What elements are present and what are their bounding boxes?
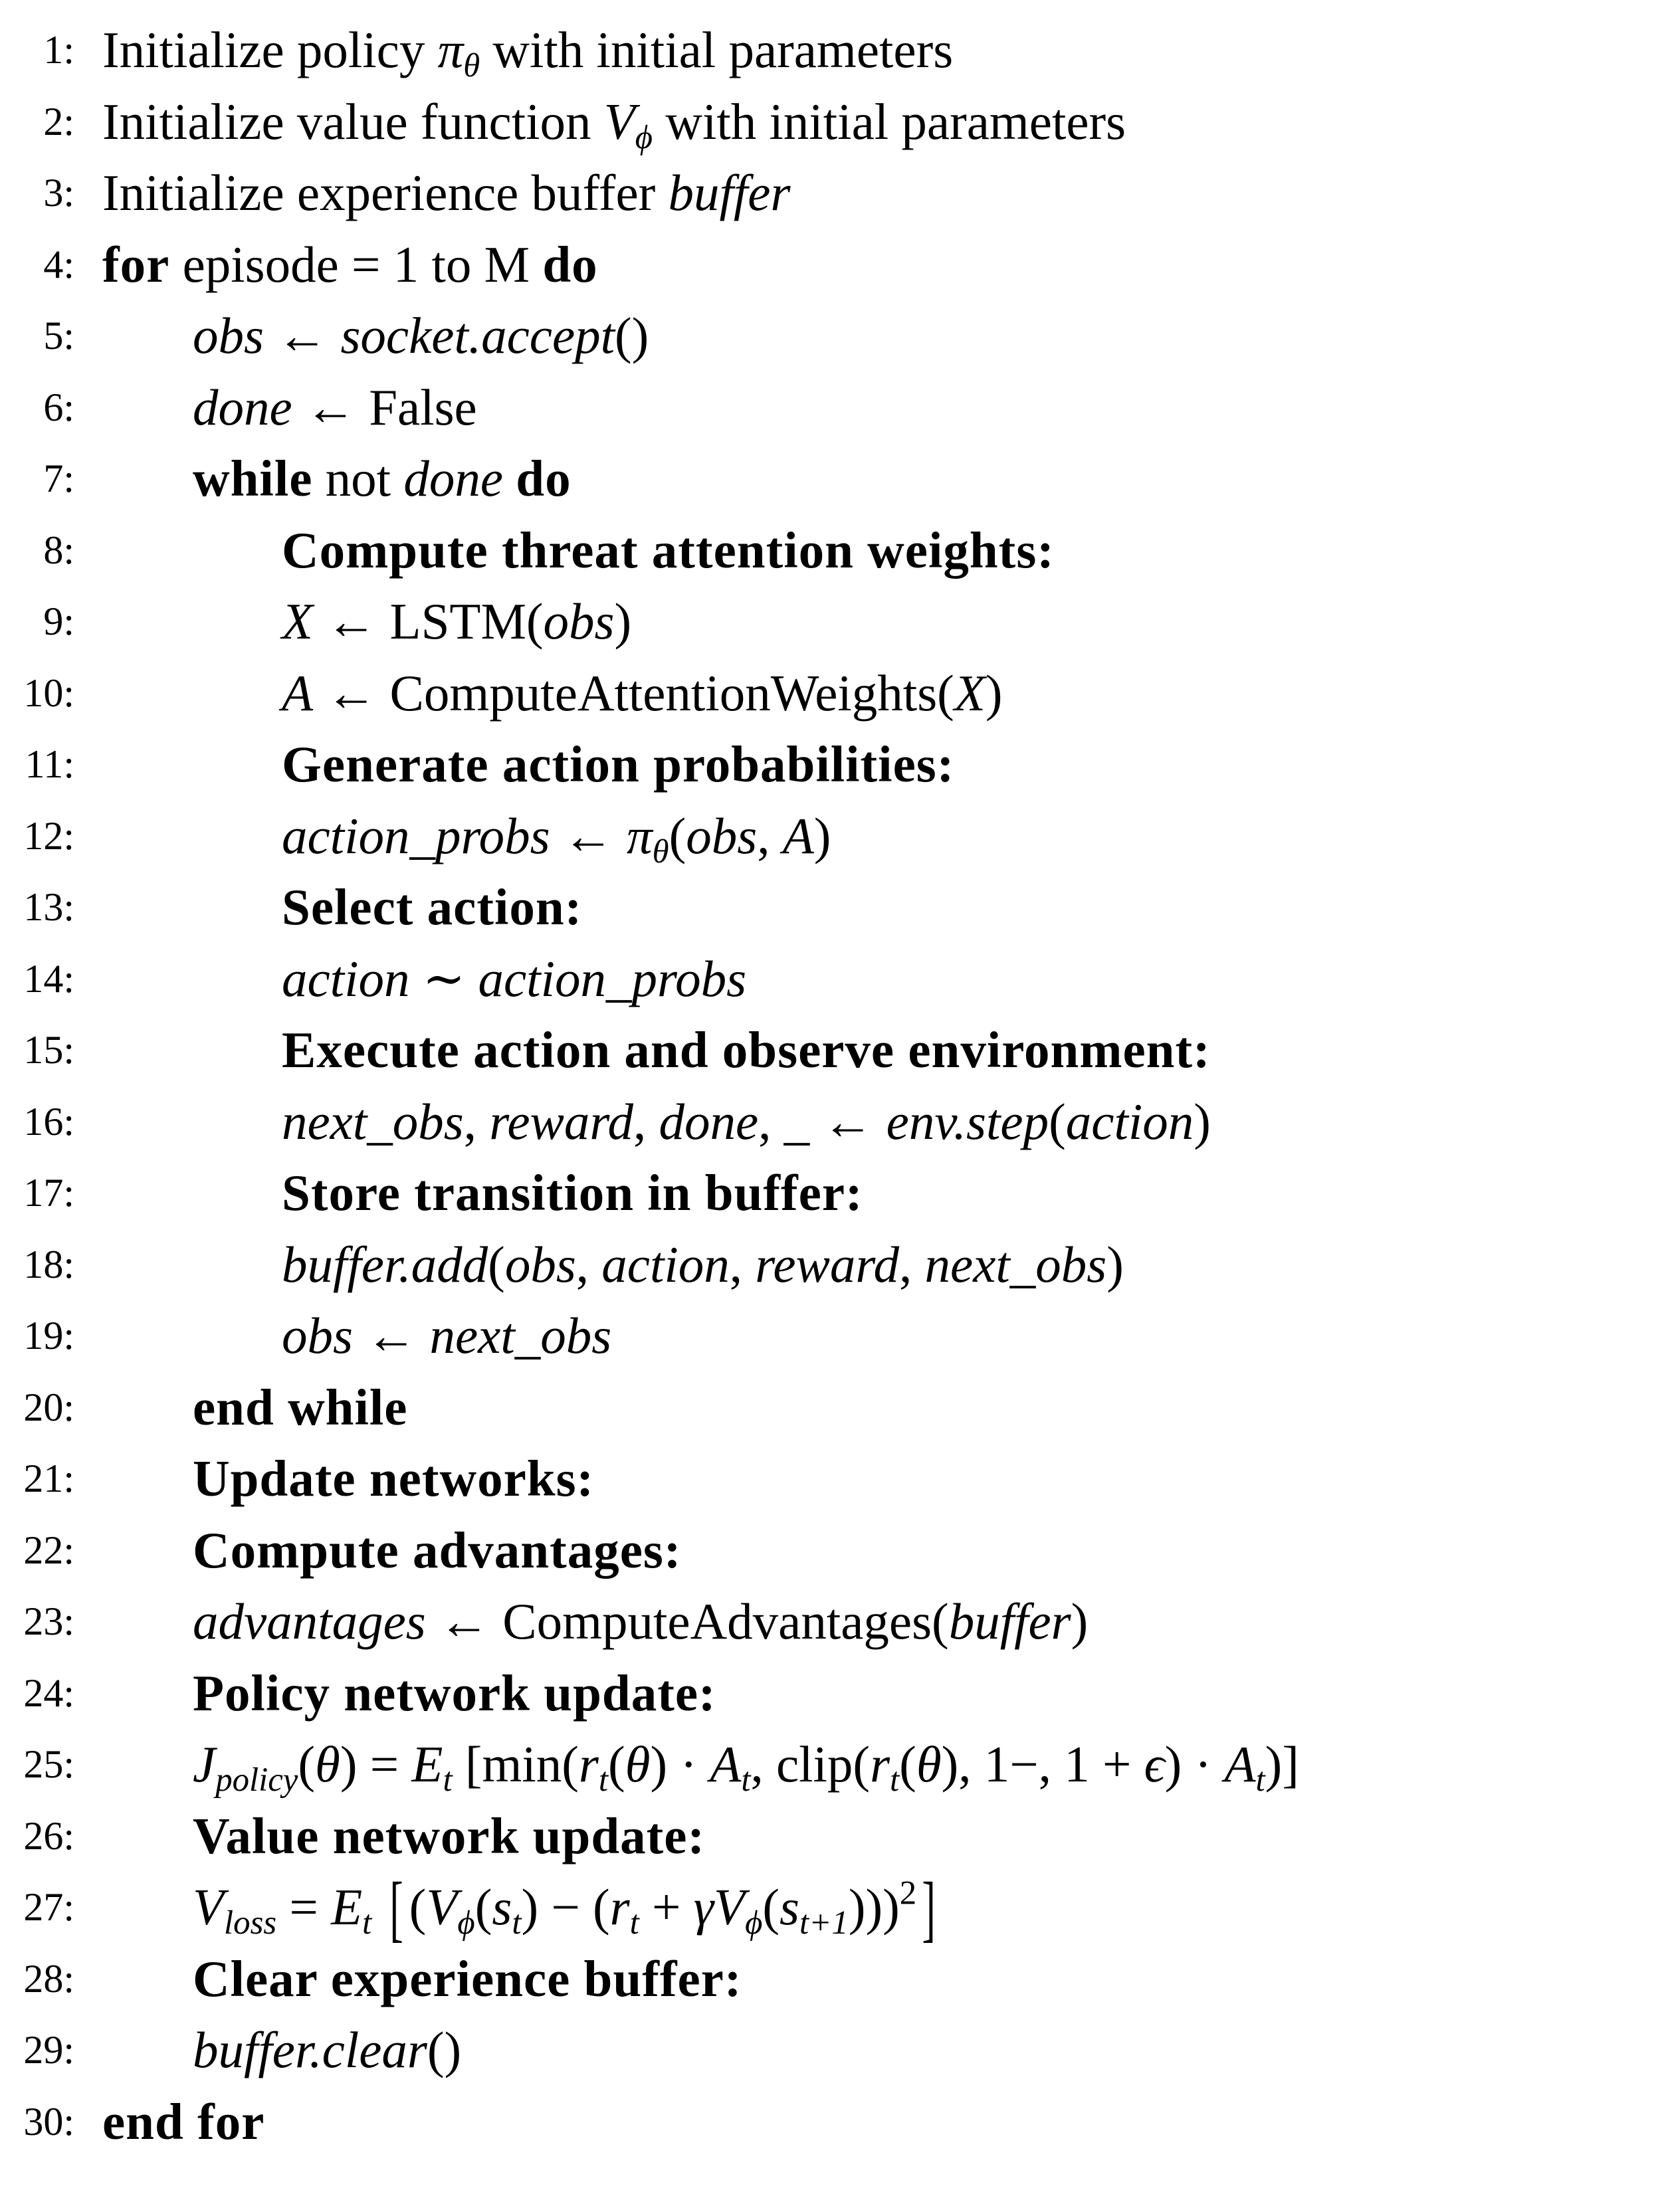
line-code <box>102 15 953 86</box>
code-subscript: t <box>1255 1761 1265 1799</box>
algorithm-line <box>0 1300 1668 1372</box>
code-superscript: 2 <box>899 1874 917 1912</box>
line-code <box>282 1086 1211 1158</box>
code-math: done <box>659 1092 759 1150</box>
code-subscript: t <box>598 1761 608 1799</box>
code-subscript: ϕ <box>457 1904 475 1942</box>
algorithm-line <box>0 1801 1668 1872</box>
code-keyword: Compute advantages: <box>193 1521 682 1579</box>
code-math: E <box>331 1878 363 1936</box>
code-text: Initialize policy <box>102 21 438 78</box>
code-math: π <box>437 21 464 78</box>
line-code <box>102 157 790 229</box>
line-number: 5: <box>43 314 74 357</box>
code-text: ) <box>813 807 831 864</box>
code-text: ) − ( <box>521 1878 610 1936</box>
code-math: advantages <box>193 1593 426 1650</box>
line-code <box>282 872 582 944</box>
code-text: ( <box>409 1878 427 1936</box>
code-text: ( <box>608 1736 625 1793</box>
code-text: () <box>615 307 649 364</box>
code-math: next_obs <box>429 1307 612 1364</box>
line-number: 15: <box>23 1028 74 1072</box>
code-text: ) <box>1071 1593 1089 1650</box>
line-number: 19: <box>23 1314 74 1357</box>
line-number: 6: <box>43 385 74 429</box>
code-text: , <box>633 1092 659 1150</box>
code-text: [min( <box>452 1736 579 1793</box>
code-text: ( <box>762 1878 780 1936</box>
code-text: with initial parameters <box>653 92 1126 150</box>
code-subscript: t <box>741 1761 751 1799</box>
code-subscript: ϕ <box>635 118 653 155</box>
line-number: 7: <box>43 456 74 500</box>
code-keyword: Execute action and observe environment: <box>282 1021 1211 1078</box>
line-number: 20: <box>23 1385 74 1429</box>
code-text: ) <box>1106 1235 1124 1293</box>
algorithm-line <box>0 1229 1668 1301</box>
line-number: 11: <box>25 742 74 786</box>
code-keyword: while <box>193 450 313 507</box>
line-number: 14: <box>23 956 74 1001</box>
algorithm-line <box>0 515 1668 587</box>
code-text: () <box>427 2021 462 2078</box>
algorithm-line <box>0 658 1668 730</box>
code-math: s <box>780 1878 800 1936</box>
code-math: E <box>411 1736 443 1793</box>
code-keyword: Compute threat attention weights: <box>282 521 1055 579</box>
line-code: $V_{loss} = E_t$ [ $(V_\phi(s_t) - (r_t + \gamma V_\phi(s_{t+1})))^2$] <box>193 1868 936 1950</box>
algorithm-line <box>0 300 1668 372</box>
code-text: ← ComputeAttentionWeights( <box>313 664 954 722</box>
algorithm-listing <box>0 15 1668 2158</box>
code-math: next_obs <box>924 1235 1107 1293</box>
code-math: obs <box>686 807 758 864</box>
code-text: , <box>729 1235 756 1293</box>
line-code <box>102 2086 264 2158</box>
line-code <box>193 1658 716 1730</box>
algorithm-line <box>0 1086 1668 1158</box>
line-number: 8: <box>43 528 74 572</box>
code-subscript: t+1 <box>799 1904 849 1942</box>
algorithm-line <box>0 2015 1668 2086</box>
code-text: Initialize value function <box>102 92 604 150</box>
line-code <box>193 1515 682 1587</box>
algorithm-line <box>0 729 1668 801</box>
algorithm-line <box>0 443 1668 515</box>
code-text: , _ ← <box>758 1092 886 1150</box>
code-math: buffer.add <box>282 1235 488 1293</box>
line-number: 2: <box>43 99 74 144</box>
code-text: ← <box>263 307 341 364</box>
algorithm-line <box>0 1015 1668 1086</box>
code-math: action_probs <box>282 807 550 864</box>
code-math: obs <box>193 307 264 364</box>
code-keyword: Select action: <box>282 878 583 936</box>
code-math: action_probs <box>478 950 747 1007</box>
code-math: θ <box>315 1736 340 1793</box>
algorithm-line <box>0 2086 1668 2158</box>
code-text: ( <box>298 1736 315 1793</box>
algorithm-line <box>0 229 1668 301</box>
line-code <box>282 1157 863 1229</box>
code-math: reward <box>755 1235 900 1293</box>
line-code <box>282 586 631 658</box>
algorithm-line <box>0 1443 1668 1515</box>
code-math: θ <box>916 1736 942 1793</box>
code-text: ( <box>474 1878 492 1936</box>
code-subscript: t <box>512 1904 522 1942</box>
code-subscript: ϕ <box>745 1904 763 1942</box>
code-math: env.step <box>886 1092 1049 1150</box>
code-math: socket.accept <box>340 307 615 364</box>
code-subscript: loss <box>224 1904 277 1942</box>
algorithm-line <box>0 1157 1668 1229</box>
code-math: action <box>1065 1092 1194 1150</box>
code-math: π <box>627 807 653 864</box>
line-number: 12: <box>23 813 74 858</box>
line-code <box>193 2015 461 2086</box>
algorithm-line <box>0 1515 1668 1587</box>
code-subscript: t <box>362 1904 372 1942</box>
code-subscript: t <box>629 1904 639 1942</box>
code-math: θ <box>625 1736 651 1793</box>
code-math: X <box>282 593 314 650</box>
line-number: 9: <box>43 599 74 643</box>
algorithm-line <box>0 15 1668 86</box>
algorithm-line <box>0 586 1668 658</box>
code-math: done <box>193 378 292 436</box>
line-code <box>193 1729 1299 1801</box>
code-keyword: Value network update: <box>193 1807 706 1864</box>
code-subscript: t <box>890 1761 900 1799</box>
code-text: , <box>575 1235 602 1293</box>
line-number: 23: <box>23 1599 74 1643</box>
code-math: A <box>782 807 814 864</box>
line-code <box>282 1229 1124 1301</box>
line-code <box>102 229 598 301</box>
code-text: ( <box>1049 1092 1066 1150</box>
line-code <box>193 300 649 372</box>
code-text: , clip( <box>750 1736 871 1793</box>
line-number: 25: <box>23 1742 74 1786</box>
line-code <box>193 372 477 444</box>
line-code <box>193 1443 594 1515</box>
code-subscript: t <box>443 1761 453 1799</box>
algorithm-line <box>0 1868 1668 1950</box>
code-math: r <box>578 1736 599 1793</box>
code-text <box>371 1878 384 1936</box>
code-text: episode = 1 to M <box>169 235 543 293</box>
line-code <box>193 1944 742 2015</box>
code-text: , <box>899 1235 925 1293</box>
code-text: ∼ <box>409 950 478 1007</box>
algorithm-line <box>0 1586 1668 1658</box>
code-math: obs <box>543 593 615 650</box>
code-text: , <box>757 807 783 864</box>
line-number: 30: <box>23 2099 74 2144</box>
code-math: action <box>601 1235 730 1293</box>
algorithm-line <box>0 1372 1668 1444</box>
line-code <box>193 443 572 515</box>
code-math: obs <box>282 1307 353 1364</box>
code-text: , <box>463 1092 490 1150</box>
code-math: buffer <box>668 164 791 221</box>
line-code <box>282 515 1055 587</box>
line-number: 27: <box>23 1885 74 1929</box>
line-number: 10: <box>23 670 74 715</box>
code-subscript: θ <box>652 832 669 870</box>
line-number: 17: <box>23 1171 74 1215</box>
code-keyword: end while <box>193 1378 408 1436</box>
line-number: 3: <box>43 171 74 215</box>
code-text: )] <box>1265 1736 1299 1793</box>
code-subscript: θ <box>463 47 480 84</box>
code-text: ), 1−, 1 + <box>941 1736 1144 1793</box>
algorithm-line <box>0 944 1668 1015</box>
code-subscript: policy <box>215 1761 298 1799</box>
code-text: ( <box>488 1235 505 1293</box>
code-math: next_obs <box>282 1092 464 1150</box>
code-keyword: do <box>542 235 598 293</box>
code-math: A <box>282 664 314 722</box>
code-text: with initial parameters <box>480 21 954 78</box>
line-code <box>282 801 831 872</box>
code-math: A <box>710 1736 742 1793</box>
code-math: done <box>403 450 503 507</box>
code-text: ← <box>550 807 627 864</box>
line-number: 16: <box>23 1099 74 1144</box>
code-text: ← <box>352 1307 430 1364</box>
algorithm-line <box>0 1944 1668 2015</box>
code-text: ← LSTM( <box>313 593 544 650</box>
line-number: 21: <box>23 1457 74 1500</box>
code-text: = <box>276 1878 332 1936</box>
code-keyword: end for <box>102 2092 265 2150</box>
code-text: ))) <box>848 1878 900 1936</box>
line-code <box>282 944 746 1015</box>
code-text: ( <box>899 1736 916 1793</box>
code-math: V <box>603 92 635 150</box>
code-keyword: for <box>102 235 170 293</box>
algorithm-line <box>0 1729 1668 1801</box>
code-math: X <box>954 664 986 722</box>
code-text: ( <box>669 807 686 864</box>
code-math: γV <box>693 1878 746 1936</box>
code-keyword: Generate action probabilities: <box>282 736 955 793</box>
code-text: ← False <box>292 378 477 436</box>
algorithm-line <box>0 157 1668 229</box>
line-code <box>193 1372 407 1444</box>
code-math: ϵ <box>1144 1736 1165 1793</box>
code-keyword: Clear experience buffer: <box>193 1950 742 2007</box>
algorithm-line <box>0 1658 1668 1730</box>
code-text <box>503 450 516 507</box>
line-number: 26: <box>23 1813 74 1858</box>
code-text: ) <box>614 593 632 650</box>
code-math: r <box>870 1736 890 1793</box>
line-number: 29: <box>23 2028 74 2072</box>
line-number: 1: <box>43 28 74 72</box>
code-keyword: Policy network update: <box>193 1664 716 1722</box>
code-math: A <box>1224 1736 1256 1793</box>
line-code <box>282 1015 1211 1086</box>
code-keyword: Store transition in buffer: <box>282 1164 863 1221</box>
line-code <box>282 729 954 801</box>
line-number: 24: <box>23 1670 74 1715</box>
line-code <box>193 1801 705 1872</box>
line-code <box>282 1300 611 1372</box>
code-text: ) · <box>650 1736 710 1793</box>
code-math: buffer.clear <box>193 2021 427 2078</box>
code-math: J <box>193 1736 216 1793</box>
code-text: + <box>639 1878 694 1936</box>
algorithm-line <box>0 872 1668 944</box>
line-code <box>102 86 1126 158</box>
code-math: reward <box>489 1092 633 1150</box>
code-math: V <box>426 1878 458 1936</box>
code-math: action <box>282 950 410 1007</box>
line-number: 22: <box>23 1528 74 1572</box>
code-text: Initialize experience buffer <box>102 164 669 221</box>
algorithm-line <box>0 372 1668 444</box>
code-math: V <box>193 1878 225 1936</box>
code-text: ) · <box>1164 1736 1225 1793</box>
code-math: obs <box>504 1235 576 1293</box>
algorithm-line <box>0 801 1668 872</box>
line-code <box>193 1586 1088 1658</box>
code-math: r <box>609 1878 630 1936</box>
code-keyword: Update networks: <box>193 1450 595 1507</box>
line-number: 13: <box>23 885 74 929</box>
line-number: 28: <box>23 1956 74 2001</box>
code-text: ) <box>1194 1092 1211 1150</box>
line-number: 4: <box>43 242 74 286</box>
line-code <box>282 658 1003 730</box>
code-text: ) = <box>340 1736 412 1793</box>
algorithm-line <box>0 86 1668 158</box>
code-text: ) <box>985 664 1003 722</box>
code-keyword: do <box>516 450 572 507</box>
code-text: not <box>312 450 404 507</box>
code-math: s <box>492 1878 512 1936</box>
code-text: ← ComputeAdvantages( <box>425 1593 949 1650</box>
code-math: buffer <box>948 1593 1071 1650</box>
line-number: 18: <box>23 1242 74 1286</box>
